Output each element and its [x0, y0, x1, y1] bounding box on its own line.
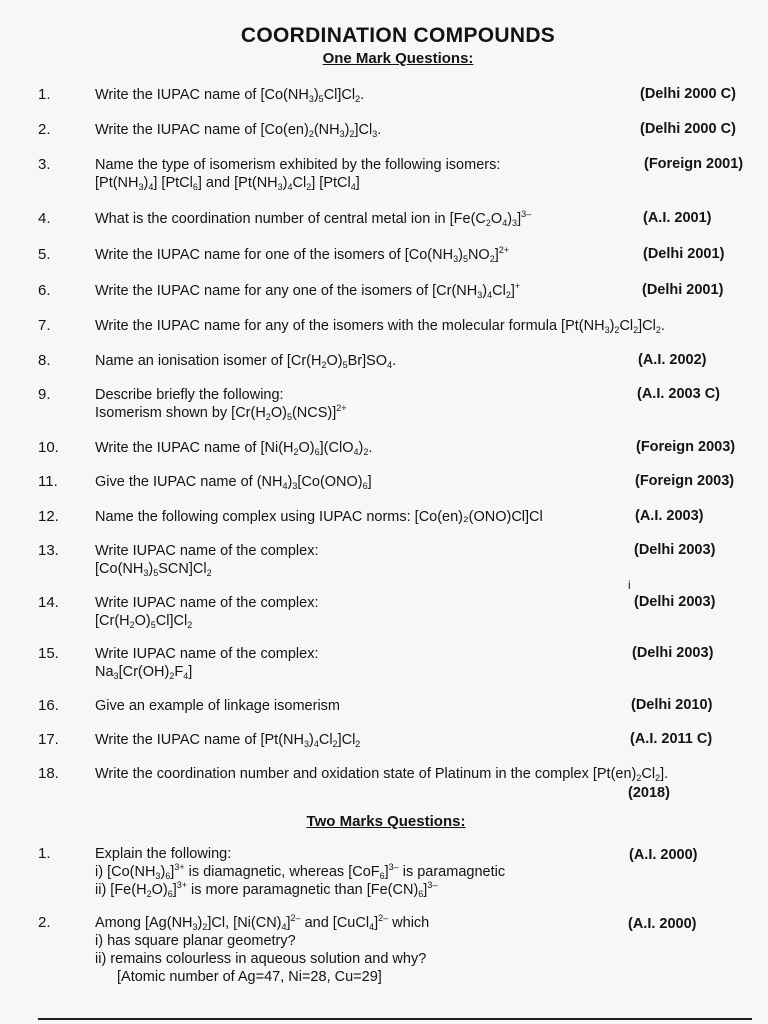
page-title: COORDINATION COMPOUNDS [240, 24, 556, 47]
question-number: 8. [38, 352, 51, 369]
bottom-rule [38, 1018, 752, 1020]
question-source: (Delhi 2001) [642, 282, 724, 298]
question-source: (A.I. 2000) [628, 916, 697, 932]
question-number: 1. [38, 86, 51, 103]
question-source: (Delhi 2003) [634, 542, 716, 558]
question-text: Give the IUPAC name of $(NH_4)_3[Co(ONO)_6]$ [95, 474, 372, 491]
question-number: 2. [38, 121, 51, 138]
section-heading-two-marks: Two Marks Questions: [306, 813, 466, 830]
question-number: 11. [38, 473, 58, 490]
question-source: (Foreign 2003) [636, 439, 736, 455]
question-source: (2018) [628, 785, 670, 801]
question-source: (Foreign 2003) [635, 473, 735, 489]
question-text: Name the following complex using IUPAC norms: [Co(en)₂(ONO)Cl]Cl [95, 509, 543, 525]
question-number: 17. [38, 731, 59, 748]
question-number: 1. [38, 845, 51, 862]
question-text: Write IUPAC name of the complex: $[Co(NH_3)_5SCN]Cl_2$ [95, 543, 319, 578]
question-text: Write the IUPAC name of $[Pt(NH_3)_4Cl_2]Cl_2$ [95, 732, 361, 749]
question-text: Name the type of isomerism exhibited by the following isomers: $[Pt(NH_3)_4]$ [PtCl$_6$] and $[Pt(NH_3)_4Cl_2]$ [PtCl$_4$] [95, 157, 501, 192]
question-source: (A.I. 2000) [629, 847, 698, 863]
question-number: 12. [38, 508, 59, 525]
question-source: (Delhi 2003) [632, 645, 714, 661]
question-text: Write IUPAC name of the complex: $[Cr(H_2O)_5Cl]Cl_2$ [95, 595, 319, 630]
stray-mark: i [628, 578, 631, 592]
question-number: 18. [38, 765, 59, 782]
question-source: (Delhi 2000 C) [640, 86, 736, 102]
question-number: 2. [38, 914, 51, 931]
question-number: 3. [38, 156, 51, 173]
question-source: (Delhi 2010) [631, 697, 713, 713]
question-source: (Foreign 2001) [644, 156, 744, 172]
question-text: Write the IUPAC name of $[Co(NH_3)_5Cl]Cl_2$. [95, 87, 365, 104]
question-text: What is the coordination number of central metal ion in $[Fe(C_2O_4)_3]^{3-}$ [95, 209, 532, 228]
question-number: 13. [38, 542, 59, 559]
question-number: 6. [38, 282, 51, 299]
question-source: (A.I. 2003 C) [637, 386, 720, 402]
question-number: 14. [38, 594, 59, 611]
question-source: (A.I. 2002) [638, 352, 707, 368]
question-text: Among $[Ag(NH_3)_2]Cl$, $[Ni(CN)_4]^{2-}$ and [CuCl$_4$]$^{2-}$ which i) has square planar geometry? ii) remains colourless in aqueous solution and why? [Atomic number of Ag=47, Ni=28, Cu=29] [95, 913, 430, 985]
question-number: 7. [38, 317, 51, 334]
question-number: 10. [38, 439, 59, 456]
question-text: Describe briefly the following: Isomerism shown by $[Cr(H_2O)_5(NCS)]^{2+}$ [95, 387, 347, 422]
question-text: Give an example of linkage isomerism [95, 698, 340, 714]
question-number: 5. [38, 246, 51, 263]
question-source: (Delhi 2001) [643, 246, 725, 262]
question-source: (Delhi 2003) [634, 594, 716, 610]
question-text: Write the IUPAC name for one of the isomers of $[Co(NH_3)_5NO_2]^{2+}$ [95, 245, 510, 264]
question-source: (A.I. 2001) [643, 210, 712, 226]
question-text: Write the IUPAC name of $[Co(en)_2(NH_3)_2]Cl_3$. [95, 122, 382, 139]
question-number: 15. [38, 645, 59, 662]
section-heading-one-mark: One Mark Questions: [322, 50, 474, 67]
question-source: (Delhi 2000 C) [640, 121, 736, 137]
question-text: Write the coordination number and oxidation state of Platinum in the complex $[Pt(en)_2Cl_2]$. [95, 766, 669, 783]
question-text: Write the IUPAC name of $[Ni(H_2O)_6](ClO_4)_2$. [95, 440, 373, 457]
question-source: (A.I. 2003) [635, 508, 704, 524]
question-source: (A.I. 2011 C) [630, 731, 713, 747]
question-text: Name an ionisation isomer of $[Cr(H_2O)_5Br]SO_4$. [95, 353, 397, 370]
question-text: Explain the following: i) $[Co(NH_3)_6]^{3+}$ is diamagnetic, whereas $[CoF_6]^{3-}$ is paramagnetic ii) $[Fe(H_2O)_6]^{3+}$ is more paramagnetic than $[Fe(CN)_6]^{3-}$ [95, 846, 506, 899]
question-text: Write IUPAC name of the complex: $Na_3[Cr(OH)_2F_4]$ [95, 646, 319, 681]
question-number: 16. [38, 697, 59, 714]
question-text: Write the IUPAC name for any one of the isomers of $[Cr(NH_3)_4Cl_2]^+$ [95, 281, 521, 300]
question-text: Write the IUPAC name for any of the isomers with the molecular formula $[Pt(NH_3)_2Cl_2]Cl_2$. [95, 318, 665, 335]
question-number: 4. [38, 210, 51, 227]
question-number: 9. [38, 386, 51, 403]
